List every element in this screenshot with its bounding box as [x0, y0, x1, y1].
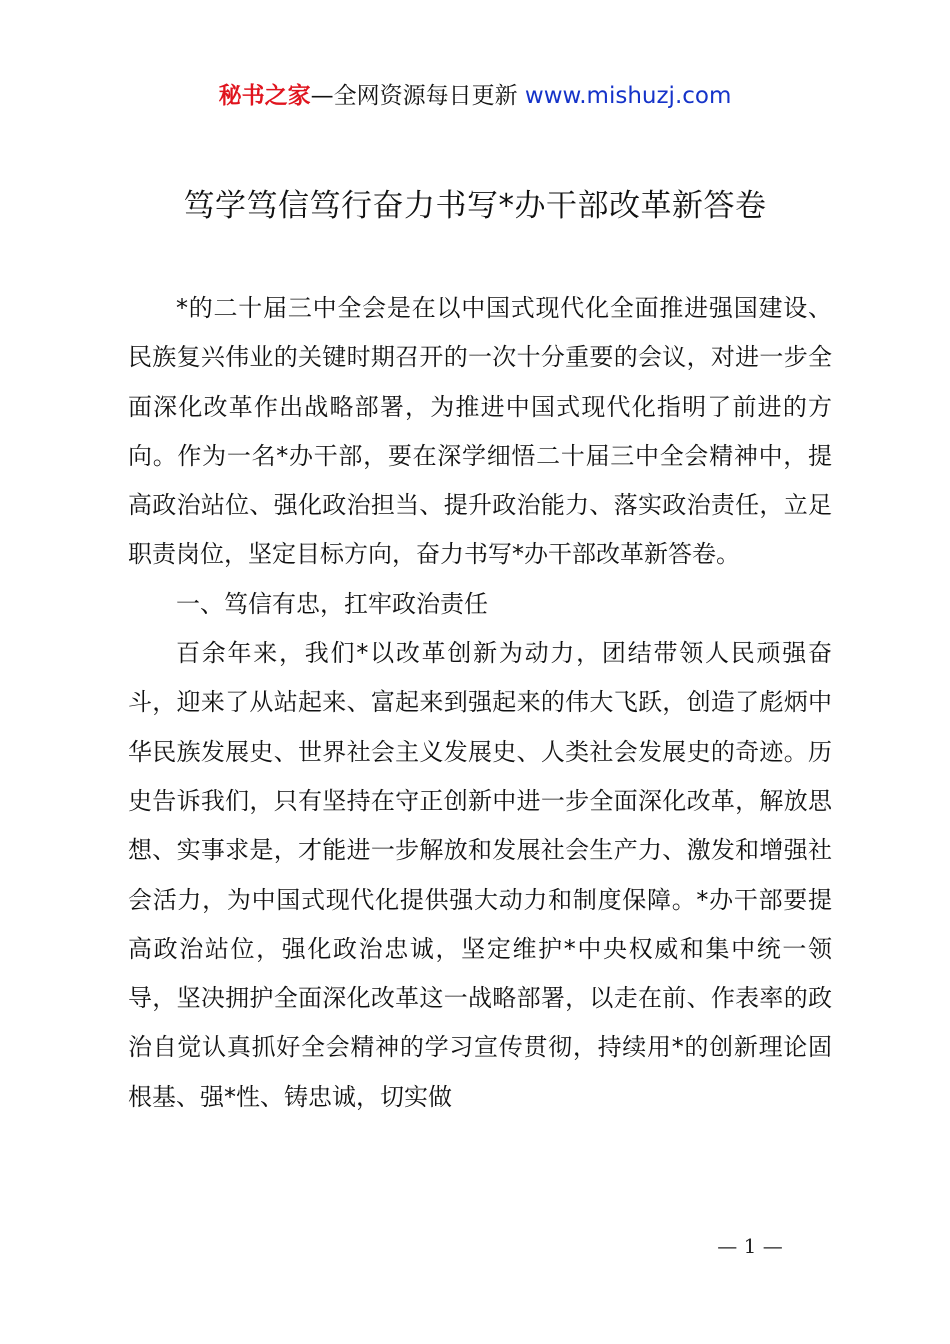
site-url-link[interactable]: www.mishuzj.com: [524, 83, 732, 109]
document-title: 笃学笃信笃行奋力书写*办干部改革新答卷: [183, 188, 767, 224]
site-tagline: —全网资源每日更新: [310, 83, 518, 109]
intro-paragraph: *的二十届三中全会是在以中国式现代化全面推进强国建设、民族复兴伟业的关键时期召开的一次十分重要的会议，对进一步全面深化改革作出战略部署，为推进中国式现代化指明了前进的方向。作为一名*办干部，要在深学细悟二十届三中全会精神中，提高政治站位、强化政治担当、提升政治能力、落实政治责任，立足职责岗位，坚定目标方向，奋力书写*办干部改革新答卷。: [128, 294, 832, 569]
section-heading: 一、笃信有忠，扛牢政治责任: [176, 589, 488, 618]
site-header: [0, 80, 950, 112]
site-brand: 秘书之家: [218, 83, 311, 109]
page-number: — 1 —: [717, 1234, 783, 1258]
document-body: [128, 284, 832, 1122]
body-paragraph: 百余年来，我们*以改革创新为动力，团结带领人民顽强奋斗，迎来了从站起来、富起来到强起来的伟大飞跃，创造了彪炳中华民族发展史、世界社会主义发展史、人类社会发展史的奇迹。历史告诉我们，只有坚持在守正创新中进一步全面深化改革，解放思想、实事求是，才能进一步解放和发展社会生产力、激发和增强社会活力，为中国式现代化提供强大动力和制度保障。*办干部要提高政治站位，强化政治忠诚，坚定维护*中央权威和集中统一领导，坚决拥护全面深化改革这一战略部署，以走在前、作表率的政治自觉认真抓好全会精神的学习宣传贯彻，持续用*的创新理论固根基、强*性、铸忠诚，切实做: [128, 639, 832, 1111]
